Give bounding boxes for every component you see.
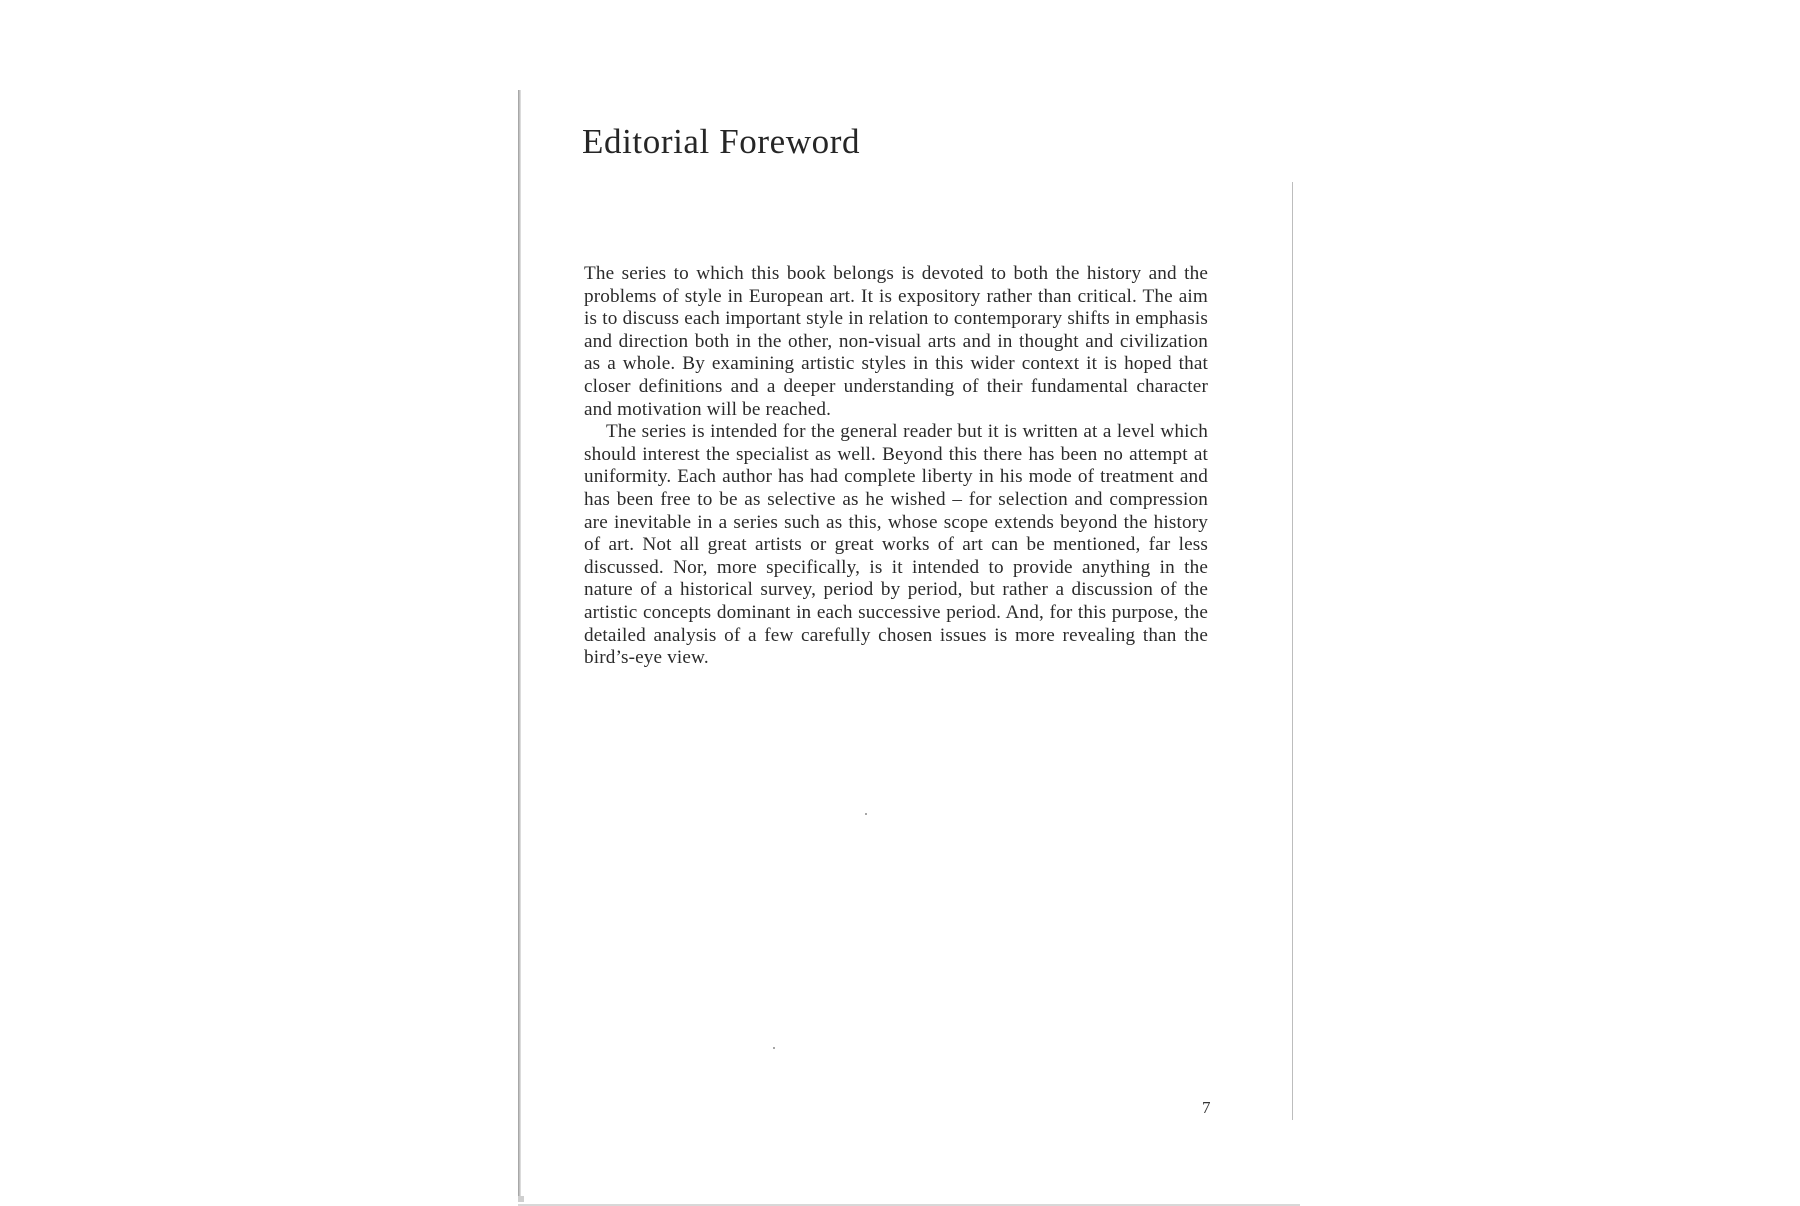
paragraph-2: The series is intended for the general reader but it is written at a level which should interest the specialist as well. Beyond this there has been no attempt at uniformity. Each author has had complete liberty in his mode of treatment and has been free to be as selective as he wished – for selection and compression are inevitable in a series such as this, whose scope extends beyond the history of art. Not all great artists or great works of art can be mentioned, far less discussed. Nor, more specifically, is it intended to provide anything in the nature of a historical survey, period by period, but rather a discussion of the artistic concepts dominant in each successive period. And, for this purpose, the detailed analysis of a few carefully chosen issues is more revealing than the bird’s-eye view. (584, 421, 1208, 669)
page-right-edge (1292, 182, 1293, 1120)
page-number: 7 (1202, 1098, 1211, 1117)
page-left-edge (518, 90, 521, 1202)
paragraph-1: The series to which this book belongs is devoted to both the history and the problems of style in European art. It is expository rather than critical. The aim is to discuss each important style in relation to contemporary shifts in emphasis and direction both in the other, non-visual arts and in thought and civilization as a whole. By examining artistic styles in this wider context it is hoped that closer definitions and a deeper understanding of their fundamental character and motivation will be reached. (584, 263, 1208, 420)
scan-speck (773, 1047, 775, 1049)
page-title: Editorial Foreword (582, 122, 861, 161)
foreword-body (584, 263, 1208, 670)
book-page (518, 0, 1300, 1206)
scan-speck (865, 813, 867, 815)
page-corner-shadow (518, 1196, 524, 1202)
